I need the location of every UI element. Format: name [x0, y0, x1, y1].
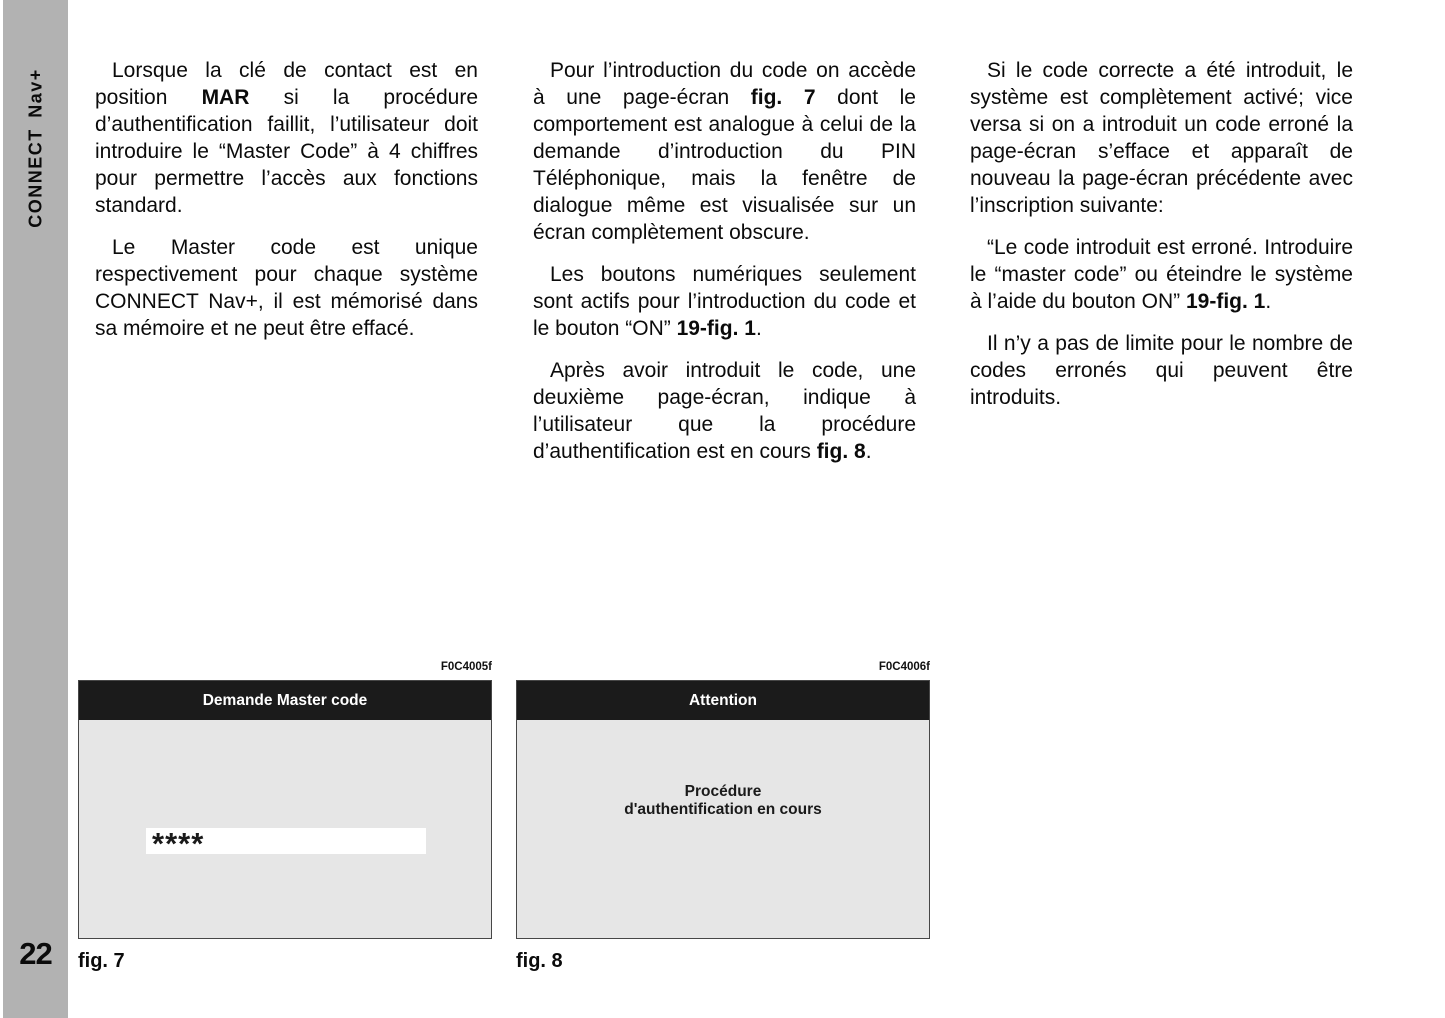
- paragraph: Il n’y a pas de limite pour le nombre de codes erronés qui peuvent être introduits.: [970, 332, 1353, 409]
- text-column-2: [533, 57, 916, 480]
- sidebar-chapter-label: CONNECT Nav+: [25, 68, 46, 228]
- dialog-title-bar: [517, 681, 929, 720]
- dialog-title-bar: [79, 681, 491, 720]
- paragraph: Les boutons numériques seulement sont actifs pour l’introduction du code et le bouton “ON” 19-fig. 1.: [533, 263, 916, 340]
- figure-7: [78, 661, 492, 973]
- paragraph: “Le code introduit est erroné. Introduire le “master code” ou éteindre le système à l’aide du bouton ON” 19-fig. 1.: [970, 236, 1353, 313]
- figure-caption: fig. 8: [516, 950, 563, 972]
- paragraph: Si le code correcte a été introduit, le système est complètement activé; vice versa si on a introduit un code erroné la page-écran s’efface et apparaît de nouveau la page-écran précédente avec l’inscription suivante:: [970, 59, 1353, 217]
- figure-reference-code: F0C4005f: [440, 661, 492, 673]
- status-message: Procédure d'authentification en cours: [624, 783, 822, 818]
- dialog-body: [79, 720, 491, 938]
- code-input-field: [146, 828, 426, 854]
- dialog-body: [517, 720, 929, 938]
- page-number: 22: [19, 936, 52, 971]
- paragraph: Après avoir introduit le code, une deuxième page-écran, indique à l’utilisateur que la procédure d’authentification est en cours fig. 8.: [533, 359, 916, 463]
- paragraph: Le Master code est unique respectivement pour chaque système CONNECT Nav+, il est mémorisé dans sa mémoire et ne peut être effacé.: [95, 236, 478, 340]
- screen-mockup-master-code: [78, 680, 492, 939]
- paragraph: Pour l’introduction du code on accède à une page-écran fig. 7 dont le comportement est analogue à celui de la demande d’introduction du PIN Téléphonique, mais la fenêtre de dialogue même est visualisée sur un écran complètement obscure.: [533, 59, 916, 244]
- figure-caption: fig. 7: [78, 950, 125, 972]
- dialog-title: Demande Master code: [202, 692, 368, 709]
- figure-8: [516, 661, 930, 973]
- dialog-title: Attention: [688, 692, 757, 709]
- screen-mockup-attention: [516, 680, 930, 939]
- text-column-3: [970, 57, 1353, 426]
- figure-reference-code: F0C4006f: [878, 661, 930, 673]
- sidebar: [3, 0, 68, 1018]
- text-column-1: [95, 57, 478, 357]
- masked-code-value: ****: [152, 828, 205, 854]
- paragraph: Lorsque la clé de contact est en position MAR si la procédure d’authentification faillit, l’utilisateur doit introduire le “Master Code” à 4 chiffres pour permettre l’accès aux fonctions standard.: [95, 59, 478, 217]
